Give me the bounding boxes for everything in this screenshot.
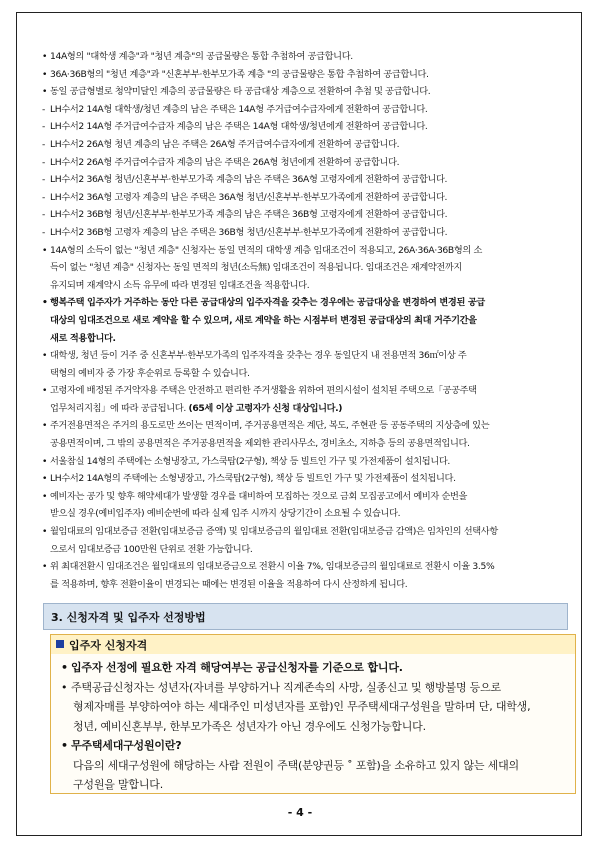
bullet-marker: • xyxy=(61,661,68,674)
note-text: 대학생, 청년 등이 거주 중 신혼부부·한부모가족의 입주자격을 갖추는 경우 동일단지 내 전용면적 36㎡이상 주 xyxy=(50,350,467,362)
eligibility-text: 입주자 선정에 필요한 자격 해당여부는 공급신청자를 기준으로 합니다. xyxy=(71,661,403,674)
section-header xyxy=(43,603,568,630)
note-line xyxy=(42,523,562,541)
note-line xyxy=(50,277,562,295)
note-text-emphasis: (65세 이상 고령자가 신청 대상입니다.) xyxy=(188,402,343,414)
note-text: 서울참실 14형의 주택에는 소형냉장고, 가스쿡탑(2구형), 책상 등 빌트인 가구 및 가전제품이 설치됩니다. xyxy=(50,455,450,467)
bullet-marker: • xyxy=(42,473,48,485)
note-line xyxy=(50,435,562,453)
bullet-marker: • xyxy=(42,490,48,502)
eligibility-line xyxy=(73,717,426,737)
note-text: LH수서2 26A형 주거급여수급자 계층의 남은 주택은 26A형 청년에게 전환하여 공급합니다. xyxy=(50,156,400,168)
note-line xyxy=(42,101,562,119)
note-text: 동일 공급형별로 청약미달인 계층의 공급물량은 타 공급대상 계층으로 전환하여 추첨 및 공급합니다. xyxy=(50,86,431,98)
note-text: 위 최대전환시 임대조건은 월임대료의 임대보증금으로 전환시 이율 7%, 임대보증금의 월임대료로 전환시 이율 3.5% xyxy=(50,561,495,573)
note-line xyxy=(42,154,562,172)
eligibility-line xyxy=(73,775,163,795)
note-text: LH수서2 14A형의 주택에는 소형냉장고, 가스쿡탑(2구형), 책상 등 빌트인 가구 및 가전제품이 설치됩니다. xyxy=(50,473,456,485)
note-line xyxy=(42,66,562,84)
note-line xyxy=(42,453,562,471)
note-text: 월임대료의 임대보증금 전환(임대보증금 증액) 및 임대보증금의 월임대료 전환(임대보증금 감액)은 임차인의 선택사항 xyxy=(50,526,498,538)
note-text: LH수서2 36B형 청년/신혼부부·한부모가족 계층의 남은 주택은 36B형 고령자에게 전환하여 공급합니다. xyxy=(50,209,448,221)
bullet-marker: • xyxy=(61,680,68,694)
note-line xyxy=(42,83,562,101)
bullet-marker: • xyxy=(42,244,48,256)
note-line xyxy=(42,189,562,207)
eligibility-line xyxy=(61,736,181,756)
bullet-marker: • xyxy=(42,455,48,467)
note-text: 행복주택 입주자가 거주하는 동안 다른 공급대상의 입주자격을 갖추는 경우에는 공급대상을 변경하여 변경된 공급 xyxy=(50,297,485,309)
bullet-marker: • xyxy=(42,51,48,62)
dash-marker: - xyxy=(42,103,45,115)
dash-marker: - xyxy=(42,121,45,133)
bullet-marker: • xyxy=(42,385,48,397)
note-text: 36A·36B형의 "청년 계층"과 "신혼부부·한부모가족 계층 "의 공급물량은 통합 추첨하여 공급합니다. xyxy=(50,68,429,80)
note-text: 를 적용하며, 향후 전환이율이 변경되는 때에는 변경된 이율을 적용하여 다시 산정하게 됩니다. xyxy=(50,578,408,590)
note-text: 고령자에 배정된 주거약자용 주택은 안전하고 편리한 주거생활을 위하여 편의시설이 설치된 주택으로「공공주택 xyxy=(50,385,477,397)
note-line xyxy=(42,206,562,224)
dash-marker: - xyxy=(42,209,45,221)
note-line xyxy=(50,365,562,383)
note-line xyxy=(50,541,562,559)
eligibility-text: 구성원을 말합니다. xyxy=(73,778,164,791)
note-line xyxy=(42,171,562,189)
bullet-marker: • xyxy=(42,350,48,362)
note-line xyxy=(42,382,562,400)
bullet-marker: • xyxy=(42,68,48,80)
note-line xyxy=(42,224,562,242)
note-line xyxy=(42,347,562,365)
eligibility-box-header xyxy=(51,635,575,654)
eligibility-text: 청년, 예비신혼부부, 한부모가족은 성년자가 아닌 경우에도 신청가능합니다. xyxy=(73,719,426,733)
note-text: 대상의 임대조건으로 새로 계약을 할 수 있으며, 새로 계약을 하는 시점부터 변경된 공급대상의 최대 거주기간을 xyxy=(50,314,477,326)
square-bullet-icon xyxy=(56,640,64,648)
note-line xyxy=(42,470,562,488)
note-text: 14A형의 소득이 없는 "청년 계층" 신청자는 동일 면적의 대학생 계층 임대조건이 적용되고, 26A·36A·36B형의 소 xyxy=(50,244,483,256)
bullet-marker: • xyxy=(42,420,48,432)
note-text: LH수서2 26A형 청년 계층의 남은 주택은 26A형 주거급여수급자에게 전환하여 공급합니다. xyxy=(50,138,400,150)
note-text: 받으실 경우(예비입주자) 예비순번에 따라 실제 입주 시까지 상당기간이 소요될 수 있습니다. xyxy=(50,508,401,520)
eligibility-heading: 입주자 신청자격 xyxy=(69,639,148,652)
eligibility-box xyxy=(50,634,576,794)
bullet-marker: • xyxy=(42,297,48,309)
section-title: 3. 신청자격 및 입주자 선정방법 xyxy=(51,611,206,624)
eligibility-line xyxy=(73,697,530,717)
note-line xyxy=(42,118,562,136)
note-line xyxy=(42,48,562,66)
bullet-marker: • xyxy=(42,526,48,538)
note-line xyxy=(42,242,562,260)
note-line xyxy=(42,417,562,435)
notes-list xyxy=(42,48,562,593)
note-text: 예비자는 공가 및 향후 해약세대가 발생할 경우를 대비하여 모집하는 것으로 금회 모집공고에서 예비자 순번을 xyxy=(50,490,468,502)
note-line xyxy=(42,294,562,312)
eligibility-text: 무주택세대구성원이란? xyxy=(71,739,182,752)
note-text: LH수서2 36A형 청년/신혼부부·한부모가족 계층의 남은 주택은 36A형 고령자에게 전환하여 공급합니다. xyxy=(50,174,448,186)
eligibility-line xyxy=(73,756,519,776)
eligibility-text: 다음의 세대구성원에 해당하는 사람 전원이 주택(분양권등 ˚ 포함)을 소유하고 있지 않는 세대의 xyxy=(73,758,519,772)
dash-marker: - xyxy=(42,138,45,150)
dash-marker: - xyxy=(42,191,45,203)
note-text: LH수서2 14A형 대학생/청년 계층의 남은 주택은 14A형 주거급여수급자에게 전환하여 공급합니다. xyxy=(50,103,428,115)
note-text: 주거전용면적은 주거의 용도로만 쓰이는 면적이며, 주거공용면적은 계단, 복도, 주현관 등 공동주택의 지상층에 있는 xyxy=(50,420,490,432)
note-text: 득이 없는 "청년 계층" 신청자는 동일 면적의 청년(소득無) 임대조건이 적용됩니다. 임대조건은 재계약전까지 xyxy=(50,262,462,274)
note-line xyxy=(50,312,562,330)
note-line xyxy=(42,136,562,154)
eligibility-line xyxy=(61,658,403,678)
note-text: 으로서 임대보증금 100만원 단위로 전환 가능합니다. xyxy=(50,543,253,555)
dash-marker: - xyxy=(42,226,45,238)
note-line xyxy=(50,576,562,594)
note-line xyxy=(42,488,562,506)
note-text: 공용면적이며, 그 밖의 공용면적은 주거공용면적을 제외한 관리사무소, 경비초소, 지하층 등의 공용면적입니다. xyxy=(50,438,470,450)
note-text: 업무처리지침」에 따라 공급됩니다. xyxy=(50,402,189,414)
note-text: LH수서2 14A형 주거급여수급자 계층의 남은 주택은 14A형 대학생/청년에게 전환하여 공급합니다. xyxy=(50,121,428,133)
note-line xyxy=(50,400,562,418)
note-line xyxy=(50,259,562,277)
note-line xyxy=(50,330,562,348)
bullet-marker: • xyxy=(61,739,68,752)
bullet-marker: • xyxy=(42,86,48,98)
eligibility-text: 형제자매를 부양하여야 하는 세대주인 미성년자를 포함)인 무주택세대구성원을 말하며 단, 대학생, xyxy=(73,700,531,713)
note-text: 택형의 예비자 중 가장 후순위로 등록할 수 있습니다. xyxy=(50,367,250,379)
note-line xyxy=(50,505,562,523)
note-line xyxy=(42,558,562,576)
note-text: 유지되며 재계약시 소득 유무에 따라 변경된 임대조건을 적용합니다. xyxy=(50,279,310,291)
note-text: 새로 적용합니다. xyxy=(50,332,116,344)
note-text: 14A형의 "대학생 계층"과 "청년 계층"의 공급물량은 통합 추첨하여 공급합니다. xyxy=(50,51,353,62)
eligibility-text: 주택공급신청자는 성년자(자녀를 부양하거나 직계존속의 사망, 실종신고 및 행방불명 등으로 xyxy=(71,680,501,694)
note-text: LH수서2 36A형 고령자 계층의 남은 주택은 36A형 청년/신혼부부·한부모가족에게 전환하여 공급합니다. xyxy=(50,191,448,203)
dash-marker: - xyxy=(42,156,45,168)
page-number: - 4 - xyxy=(287,806,313,819)
dash-marker: - xyxy=(42,174,45,186)
bullet-marker: • xyxy=(42,561,48,573)
note-text: LH수서2 36B형 고령자 계층의 남은 주택은 36B형 청년/신혼부부·한부모가족에게 전환하여 공급합니다. xyxy=(50,226,448,238)
eligibility-line xyxy=(61,678,501,698)
